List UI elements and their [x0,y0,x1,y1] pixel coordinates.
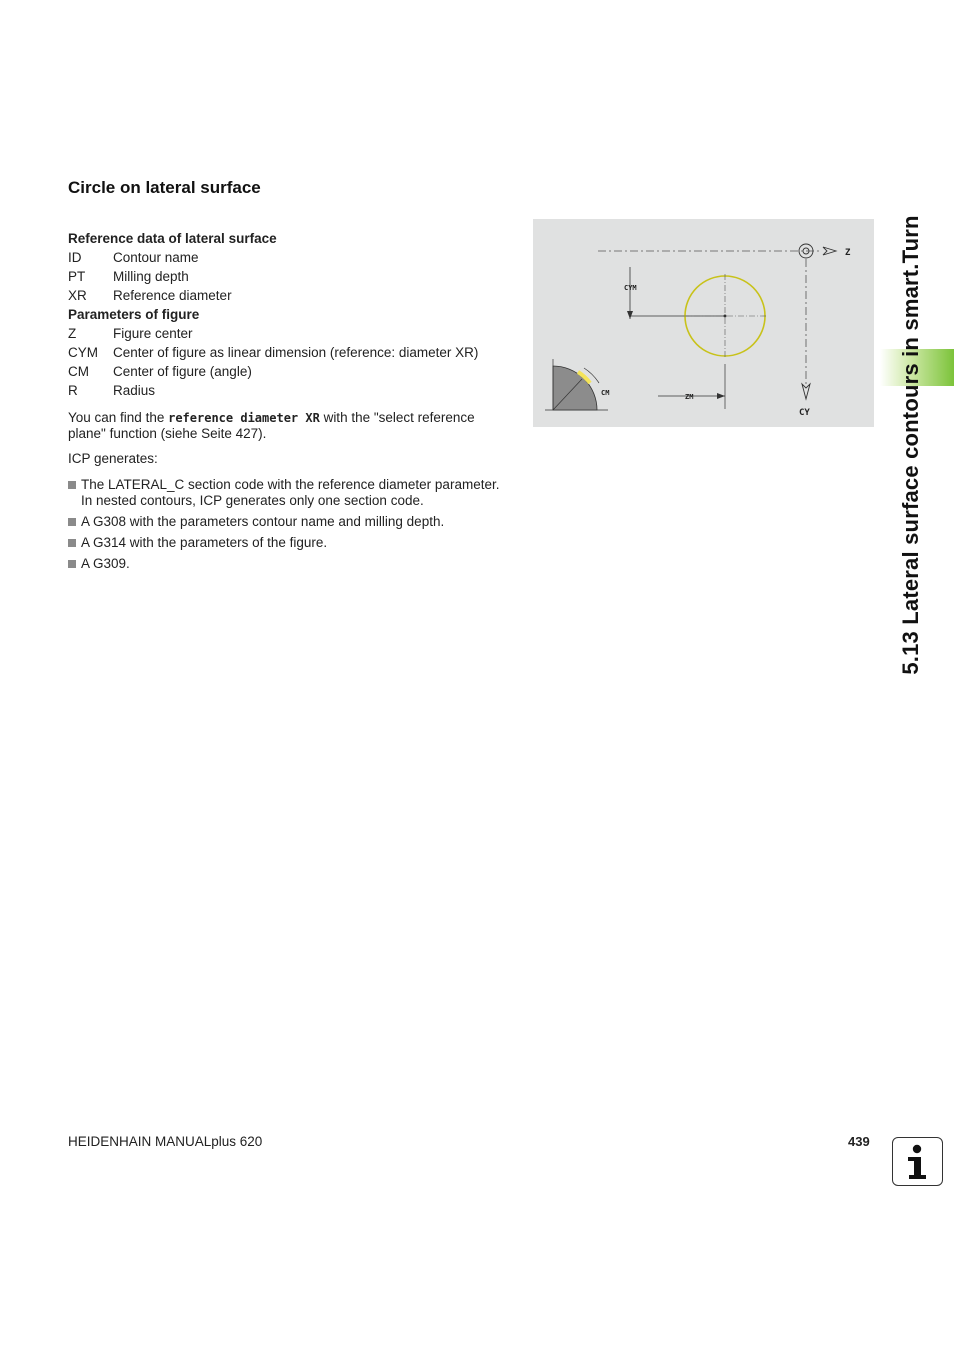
param-code: ID [68,250,82,265]
section-title: Circle on lateral surface [68,178,261,197]
info-icon [892,1137,943,1186]
param-row-z [68,324,518,343]
param-row-xr [68,286,518,305]
zm-label: ZM [685,393,694,401]
figure-params-heading: Parameters of figure [68,307,200,322]
list-item-text: A G309. [81,556,130,571]
list-item [68,556,508,572]
info-stem [908,1157,926,1179]
param-code: CM [68,364,89,379]
list-item [68,535,508,551]
page-number: 439 [848,1134,870,1149]
list-item-text: A G308 with the parameters contour name and milling depth. [81,514,445,529]
param-code: Z [68,326,77,341]
reference-diameter-code: reference diameter XR [168,411,320,425]
chapter-side-title-text: 5.13 Lateral surface contours in smart.Turn [898,215,923,675]
param-code: PT [68,269,86,284]
cy-label: CY [799,408,810,418]
list-item [68,477,508,509]
param-desc: Contour name [113,250,199,265]
footer-manual-name: HEIDENHAIN MANUALplus 620 [68,1134,263,1149]
parameter-list [68,229,518,400]
param-desc: Reference diameter [113,288,232,303]
info-glyph-icon [893,1138,942,1185]
param-desc: Milling depth [113,269,189,284]
param-code: R [68,383,78,398]
circle-center-point [724,315,727,318]
param-row-pt [68,267,518,286]
reference-data-heading: Reference data of lateral surface [68,231,277,246]
square-bullet-icon [68,481,76,489]
square-bullet-icon [68,518,76,526]
param-code: CYM [68,345,98,360]
param-desc: Radius [113,383,156,398]
cym-label: CYM [624,284,637,292]
find-text-before: You can find the [68,410,169,425]
param-row-id [68,248,518,267]
circle-figure-diagram [533,219,874,427]
param-code: XR [68,288,87,303]
cm-label: CM [601,389,610,397]
param-row-cym [68,343,518,362]
square-bullet-icon [68,539,76,547]
square-bullet-icon [68,560,76,568]
info-dot [913,1145,921,1153]
icp-intro: ICP generates: [68,451,158,466]
list-item [68,514,508,530]
param-row-r [68,381,518,400]
param-row-cm [68,362,518,381]
param-desc: Figure center [113,326,193,341]
param-desc: Center of figure as linear dimension (reference: diameter XR) [113,345,479,360]
param-desc: Center of figure (angle) [113,364,252,379]
list-item-text: A G314 with the parameters of the figure. [81,535,328,550]
list-item-text: The LATERAL_C section code with the reference diameter parameter. In nested contours, ICP generates only one section code. [81,477,500,508]
find-reference-paragraph [68,410,508,442]
z-label: Z [845,248,851,258]
find-text-after: with the "select reference plane" function (siehe Seite 427). [68,410,475,441]
icp-generates-list [68,477,508,577]
